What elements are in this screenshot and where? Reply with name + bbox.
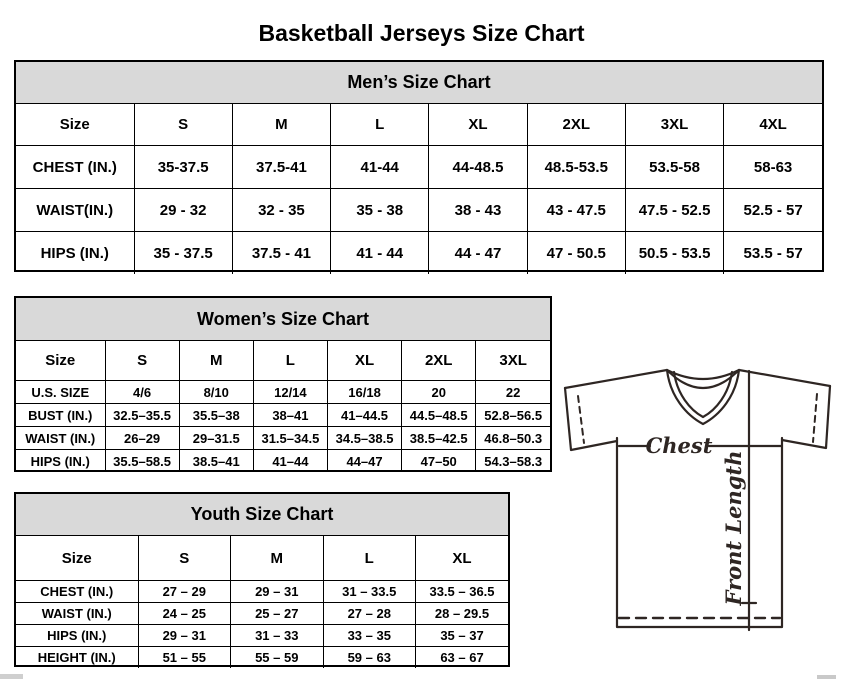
size-cell: 29 - 32 [134,189,232,232]
mens-size-chart [14,60,824,272]
size-cell: 35.5–38 [179,404,253,427]
table-row [16,232,822,275]
column-header: S [134,104,232,146]
table-row [16,647,508,669]
front-length-label: Front Length [721,450,746,606]
row-label: WAIST(IN.) [16,189,134,232]
left-sleeve-seam [578,396,584,443]
size-cell: 41-44 [331,146,429,189]
size-cell: 38 - 43 [429,189,527,232]
size-cell: 51 – 55 [138,647,231,669]
column-header: Size [16,536,138,581]
size-cell: 58-63 [724,146,822,189]
column-header: XL [416,536,509,581]
jersey-right-sleeve [782,386,830,448]
column-header: S [138,536,231,581]
youth-size-chart [14,492,510,667]
column-header: S [105,341,179,381]
size-cell: 47 - 50.5 [527,232,625,275]
column-header: XL [429,104,527,146]
size-cell: 43 - 47.5 [527,189,625,232]
size-cell: 59 – 63 [323,647,416,669]
column-header: M [232,104,330,146]
size-cell: 48.5-53.5 [527,146,625,189]
column-header: 2XL [527,104,625,146]
size-cell: 27 – 29 [138,581,231,603]
table-row [16,450,550,473]
size-cell: 29 – 31 [138,625,231,647]
column-header: M [231,536,324,581]
youth-chart-heading: Youth Size Chart [16,494,508,536]
column-header: Size [16,104,134,146]
jersey-measurement-diagram [553,352,843,652]
column-header: 3XL [476,341,550,381]
table-row [16,603,508,625]
size-cell: 31 – 33 [231,625,324,647]
womens-header-row [16,341,550,381]
size-cell: 35.5–58.5 [105,450,179,473]
size-cell: 44-48.5 [429,146,527,189]
column-header: L [331,104,429,146]
page-title: Basketball Jerseys Size Chart [258,20,585,47]
horizontal-scrollbar-fragment-right[interactable] [817,675,836,679]
size-cell: 37.5 - 41 [232,232,330,275]
chest-label: Chest [645,433,713,458]
table-row [16,146,822,189]
table-row [16,581,508,603]
horizontal-scrollbar-fragment-left[interactable] [0,674,23,679]
size-cell: 52.8–56.5 [476,404,550,427]
size-cell: 8/10 [179,381,253,404]
size-cell: 29–31.5 [179,427,253,450]
column-header: 4XL [724,104,822,146]
size-cell: 44.5–48.5 [402,404,476,427]
size-cell: 28 – 29.5 [416,603,509,625]
womens-table [16,341,550,472]
size-cell: 50.5 - 53.5 [625,232,723,275]
size-cell: 47.5 - 52.5 [625,189,723,232]
size-cell: 24 – 25 [138,603,231,625]
jersey-outline [565,370,667,388]
size-cell: 4/6 [105,381,179,404]
size-cell: 52.5 - 57 [724,189,822,232]
size-cell: 37.5-41 [232,146,330,189]
column-header: L [323,536,416,581]
row-label: U.S. SIZE [16,381,105,404]
size-cell: 20 [402,381,476,404]
row-label: HEIGHT (IN.) [16,647,138,669]
size-cell: 27 – 28 [323,603,416,625]
row-label: CHEST (IN.) [16,146,134,189]
size-cell: 34.5–38.5 [327,427,401,450]
row-label: CHEST (IN.) [16,581,138,603]
size-cell: 41–44 [253,450,327,473]
size-cell: 35 – 37 [416,625,509,647]
womens-size-chart [14,296,552,472]
size-cell: 26–29 [105,427,179,450]
size-cell: 53.5-58 [625,146,723,189]
size-cell: 33.5 – 36.5 [416,581,509,603]
size-cell: 35 - 37.5 [134,232,232,275]
jersey-left-sleeve [565,388,617,450]
column-header: XL [327,341,401,381]
youth-table [16,536,508,668]
size-cell: 32.5–35.5 [105,404,179,427]
size-cell: 41–44.5 [327,404,401,427]
mens-header-row [16,104,822,146]
size-cell: 32 - 35 [232,189,330,232]
youth-header-row [16,536,508,581]
size-cell: 31 – 33.5 [323,581,416,603]
row-label: WAIST (IN.) [16,427,105,450]
size-cell: 41 - 44 [331,232,429,275]
size-cell: 29 – 31 [231,581,324,603]
column-header: M [179,341,253,381]
size-cell: 63 – 67 [416,647,509,669]
mens-chart-heading: Men’s Size Chart [16,62,822,104]
size-cell: 35-37.5 [134,146,232,189]
right-sleeve-seam [813,394,817,442]
mens-table [16,104,822,274]
size-cell: 38.5–41 [179,450,253,473]
size-cell: 47–50 [402,450,476,473]
size-cell: 16/18 [327,381,401,404]
column-header: Size [16,341,105,381]
table-row [16,189,822,232]
size-cell: 54.3–58.3 [476,450,550,473]
size-cell: 44 - 47 [429,232,527,275]
table-row [16,427,550,450]
size-cell: 44–47 [327,450,401,473]
row-label: HIPS (IN.) [16,450,105,473]
size-cell: 46.8–50.3 [476,427,550,450]
size-cell: 55 – 59 [231,647,324,669]
size-cell: 35 - 38 [331,189,429,232]
size-cell: 33 – 35 [323,625,416,647]
size-cell: 31.5–34.5 [253,427,327,450]
womens-chart-heading: Women’s Size Chart [16,298,550,341]
size-cell: 53.5 - 57 [724,232,822,275]
size-cell: 38–41 [253,404,327,427]
table-row [16,625,508,647]
row-label: BUST (IN.) [16,404,105,427]
row-label: HIPS (IN.) [16,625,138,647]
column-header: 2XL [402,341,476,381]
size-cell: 38.5–42.5 [402,427,476,450]
table-row [16,381,550,404]
column-header: L [253,341,327,381]
row-label: WAIST (IN.) [16,603,138,625]
size-cell: 25 – 27 [231,603,324,625]
jersey-collar [667,370,739,379]
column-header: 3XL [625,104,723,146]
size-cell: 22 [476,381,550,404]
jersey-body [617,438,782,627]
table-row [16,404,550,427]
row-label: HIPS (IN.) [16,232,134,275]
size-cell: 12/14 [253,381,327,404]
